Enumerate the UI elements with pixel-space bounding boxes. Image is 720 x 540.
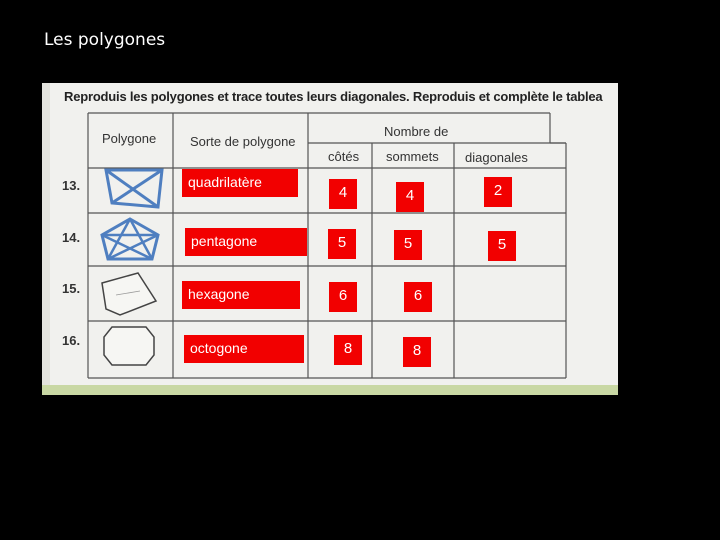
- header-polygon: Polygone: [102, 131, 157, 146]
- header-sides: côtés: [328, 149, 360, 164]
- page-bottom-strip: [42, 385, 618, 395]
- answer-name: hexagone: [182, 281, 300, 309]
- answer-vertices: 5: [394, 230, 422, 260]
- header-kind: Sorte de polygone: [190, 134, 296, 149]
- worksheet-photo: [42, 83, 618, 395]
- irregular-polygon-drawing: [102, 273, 156, 315]
- answer-vertices: 8: [403, 337, 431, 367]
- answer-sides: 5: [328, 229, 356, 259]
- row-number: 13.: [62, 178, 81, 193]
- answer-name: octogone: [184, 335, 304, 363]
- answer-vertices: 6: [404, 282, 432, 312]
- answer-sides: 8: [334, 335, 362, 365]
- answer-diagonals: 5: [488, 231, 516, 261]
- answer-sides: 6: [329, 282, 357, 312]
- answer-diagonals: 2: [484, 177, 512, 207]
- header-diagonals: diagonales: [465, 150, 528, 165]
- slide-title: Les polygones: [44, 30, 166, 50]
- header-count: Nombre de: [384, 124, 449, 139]
- answer-name: pentagone: [185, 228, 307, 256]
- answer-vertices: 4: [396, 182, 424, 212]
- octagon-drawing: [104, 327, 154, 365]
- row-number: 16.: [62, 333, 81, 348]
- quadrilateral-drawing: [106, 170, 162, 207]
- row-number: 15.: [62, 281, 81, 296]
- answer-sides: 4: [329, 179, 357, 209]
- pentagon-drawing: [102, 219, 158, 259]
- row-number: 14.: [62, 230, 81, 245]
- answer-name: quadrilatère: [182, 169, 298, 197]
- instruction-text: Reproduis les polygones et trace toutes leurs diagonales. Reproduis et complète le tablea: [64, 89, 603, 104]
- header-vertices: sommets: [386, 149, 439, 164]
